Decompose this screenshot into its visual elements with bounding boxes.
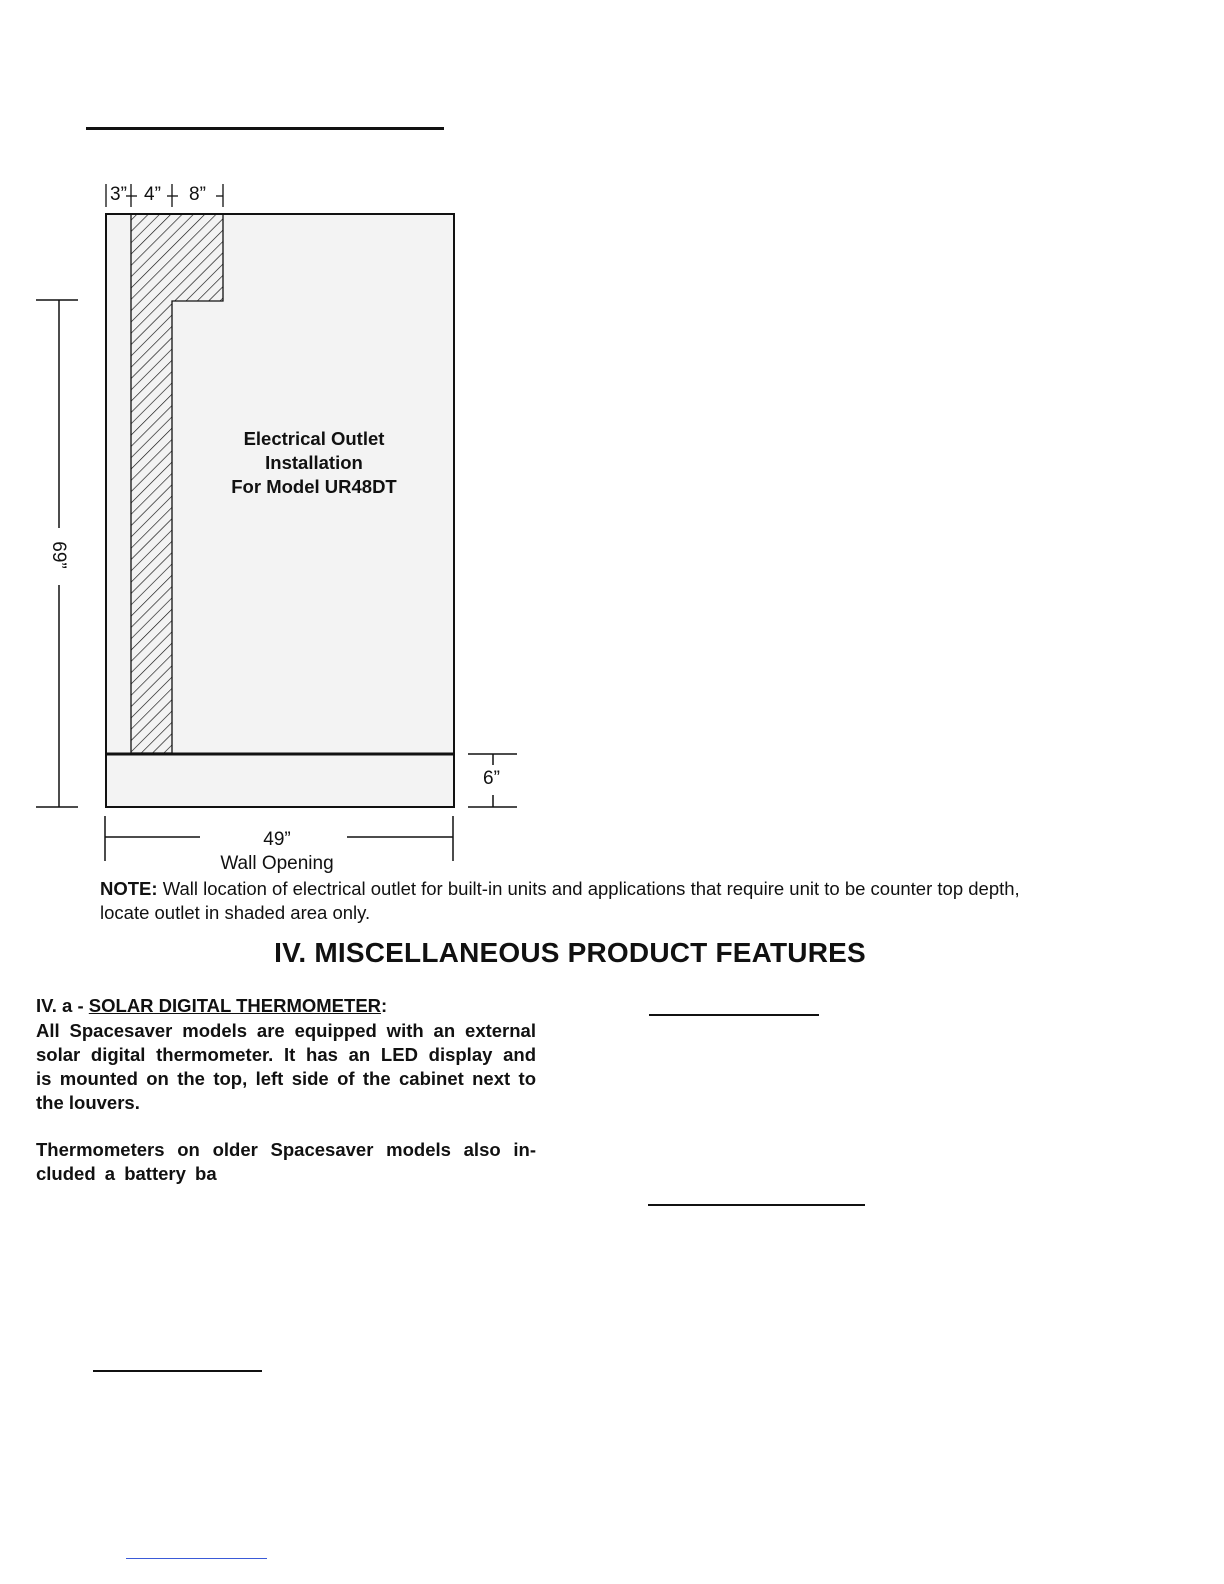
diagram-title-line: Installation [265, 452, 363, 473]
diagram-title-line: Electrical Outlet [243, 428, 385, 449]
section-heading: IV. MISCELLANEOUS PRODUCT FEATURES [274, 937, 866, 968]
diagram-title-line: For Model UR48DT [231, 476, 397, 497]
right-column-rule-2 [648, 1204, 865, 1206]
dim-toe-kick: 6” [483, 768, 500, 789]
toe-kick-panel [106, 754, 454, 807]
paragraph-line: is mounted on the top, left side of the cabinet next to [36, 1068, 536, 1089]
outlet-note [100, 877, 1030, 925]
note-text: Wall location of electrical outlet for built-in units and applications that require unit to be counter top depth, locate outlet in shaded area only. [100, 878, 1020, 923]
paragraph-line: solar digital thermometer. It has an LED display and [36, 1044, 536, 1065]
dim-width: 49” [263, 829, 291, 850]
bottom-link-underline[interactable] [126, 1558, 267, 1559]
dim-width-caption: Wall Opening [220, 853, 334, 874]
paragraph-line: Thermometers on older Spacesaver models also in- [36, 1139, 536, 1160]
diagram-title [200, 427, 428, 499]
dim-left-gap: 3” [110, 184, 127, 205]
right-column-rule-1 [649, 1014, 819, 1016]
paragraph-line: cluded a battery ba [36, 1163, 217, 1184]
subsection-prefix: IV. a - [36, 995, 89, 1016]
subsection-title: SOLAR DIGITAL THERMOMETER [88, 995, 382, 1016]
lower-left-rule [93, 1370, 262, 1372]
dim-height: 69” [48, 541, 69, 569]
thermometer-paragraph-2 [36, 1138, 536, 1186]
subsection-suffix: : [381, 995, 388, 1016]
paragraph-line: All Spacesaver models are equipped with an external [36, 1020, 536, 1041]
note-label: NOTE: [100, 878, 158, 899]
dim-zone-extension: 8” [189, 184, 206, 205]
thermometer-paragraph-1 [36, 1019, 536, 1115]
dim-zone-width: 4” [144, 184, 161, 205]
subsection-heading [36, 995, 387, 1017]
paragraph-line: the louvers. [36, 1092, 140, 1113]
